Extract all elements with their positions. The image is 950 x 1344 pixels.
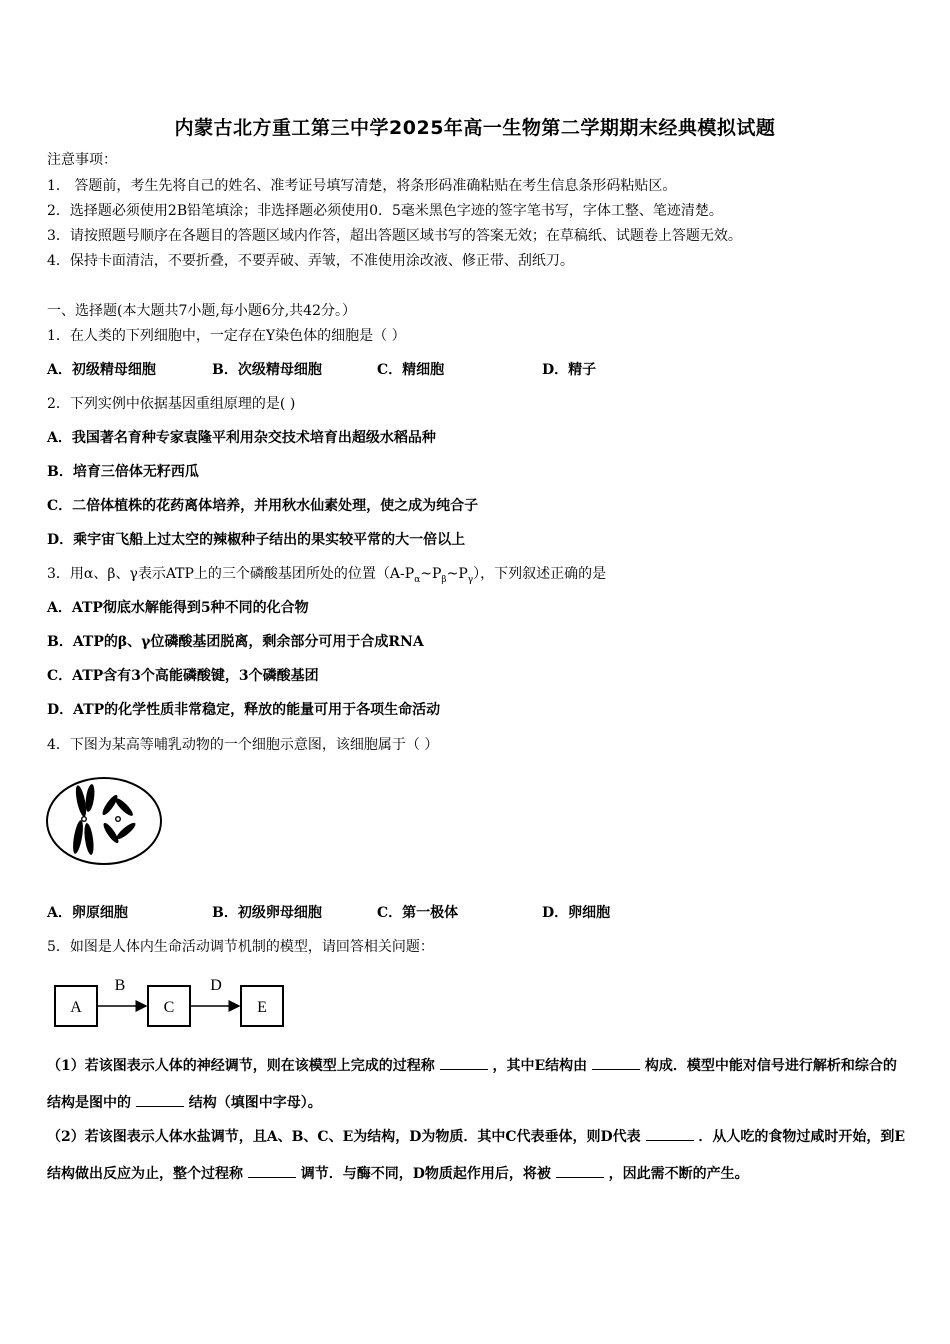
notice-item-1: 1． 答题前，考生先将自己的姓名、准考证号填写清楚，将条形码准确粘贴在考生信息条形码粘贴区。 [47,178,677,194]
box-e-label: E [257,999,267,1016]
q3-option-c: C．ATP含有3个高能磷酸键，3个磷酸基团 [47,668,319,684]
question-3-stem: 3．用α、β、γ表示ATP上的三个磷酸基团所处的位置$(A-P_\alpha\sim P_\beta\sim P_\gamma)$，下列叙述正确的是 [47,566,607,585]
cell-diagram [44,775,164,867]
answer-blank[interactable] [248,1163,296,1178]
chromosomes [71,784,137,856]
question-1-stem: 1．在人类的下列细胞中，一定存在Y染色体的细胞是（ ） [47,328,406,344]
answer-blank[interactable] [592,1055,640,1070]
notice-item-4: 4．保持卡面清洁，不要折叠，不要弄破、弄皱，不准使用涂改液、修正带、刮纸刀。 [47,253,574,269]
question-5-stem: 5．如图是人体内生命活动调节机制的模型，请回答相关问题： [47,939,434,955]
page-title: 内蒙古北方重工第三中学2025年高一生物第二学期期末经典模拟试题 [174,117,776,139]
q2-option-c: C．二倍体植株的花药离体培养，并用秋水仙素处理，使之成为纯合子 [47,498,479,514]
cell-membrane [47,778,161,864]
notice-heading: 注意事项： [47,152,117,168]
q2-option-a: A．我国著名育种专家袁隆平利用杂交技术培育出超级水稻品种 [47,430,436,446]
box-c-label: C [163,999,175,1016]
answer-blank[interactable] [556,1163,604,1178]
q1-option-c: C．精细胞 [377,362,445,378]
q5-part-1: （1）若该图表示人体的神经调节，则在该模型上完成的过程称 ，其中E结构由 构成．模型中能对信号进行解析和综合的结构是图中的 结构（填图中字母）。 [47,1048,909,1122]
q2-option-d: D．乘宇宙飞船上过太空的辣椒种子结出的果实较平常的大一倍以上 [47,532,466,548]
question-4-stem: 4．下图为某高等哺乳动物的一个细胞示意图，该细胞属于（ ） [47,737,439,753]
regulation-model-diagram [50,968,290,1032]
q1-option-a: A．初级精母细胞 [47,362,156,378]
q1-option-b: B．次级精母细胞 [212,362,322,378]
question-2-stem: 2．下列实例中依据基因重组原理的是( ) [47,396,296,412]
notice-item-2: 2．选择题必须使用2B铅笔填涂；非选择题必须使用0．5毫米黑色字迹的签字笔书写，字体工整、笔迹清楚。 [47,203,723,219]
q4-option-c: C．第一极体 [377,905,459,921]
q5-part-2: （2）若该图表示人体水盐调节，且A、B、C、E为结构，D为物质．其中C代表垂体，则D代表 ．从人吃的食物过咸时开始，到E结构做出反应为止，整个过程称 调节．与酶不同，D物质起作用后，将被 ，因此需不断的产生。 [47,1119,909,1193]
arrow-d-label: D [210,977,222,994]
q3-option-b: B．ATP的β、γ位磷酸基团脱离，剩余部分可用于合成RNA [47,634,424,650]
answer-blank[interactable] [440,1055,488,1070]
q4-option-b: B．初级卵母细胞 [212,905,322,921]
answer-blank[interactable] [136,1092,184,1107]
box-a-label: A [70,999,82,1016]
q1-option-d: D．精子 [542,362,597,378]
q2-option-b: B．培育三倍体无籽西瓜 [47,464,199,480]
q4-option-a: A．卵原细胞 [47,905,128,921]
q3-option-d: D．ATP的化学性质非常稳定，释放的能量可用于各项生命活动 [47,702,441,718]
notice-item-3: 3．请按照题号顺序在各题目的答题区域内作答，超出答题区域书写的答案无效；在草稿纸、试题卷上答题无效。 [47,228,742,244]
answer-blank[interactable] [646,1126,694,1141]
q3-option-a: A．ATP彻底水解能得到5种不同的化合物 [47,600,309,616]
arrow-b-label: B [114,977,126,994]
q4-option-d: D．卵细胞 [542,905,611,921]
section-heading: 一、选择题(本大题共7小题,每小题6分,共42分。） [47,303,356,319]
